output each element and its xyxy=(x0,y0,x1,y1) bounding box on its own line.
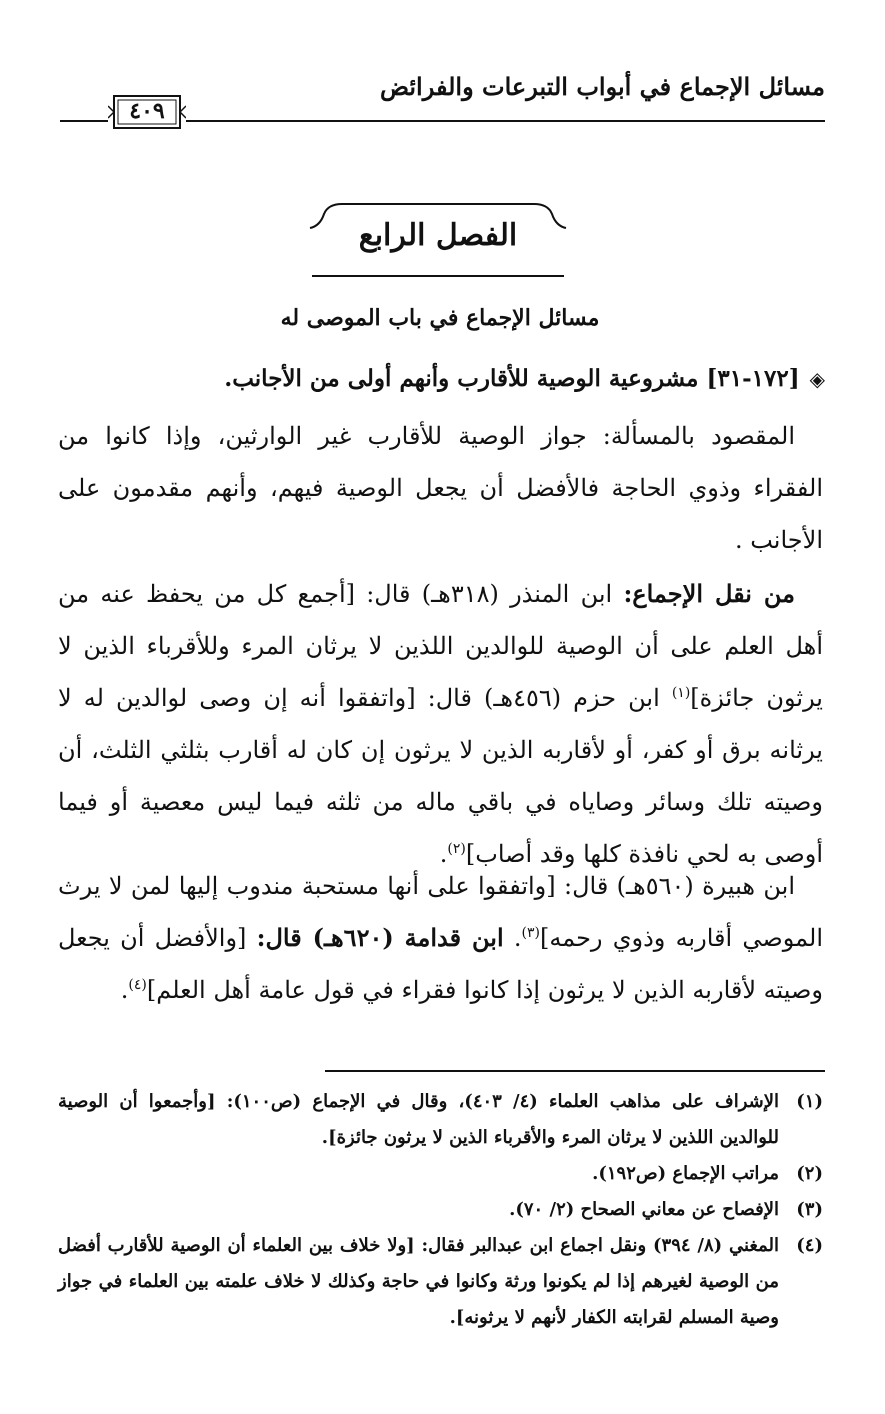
footnote-number: (٢) xyxy=(796,1163,823,1184)
quote-ibn-hubayra: ابن هبيرة (٥٦٠هـ) قال: [واتفقوا على أنها مستحبة مندوب إليها لمن لا يرث الموصي أقاربه وذوي رحمه] xyxy=(58,872,823,952)
footnote-item xyxy=(58,1156,823,1192)
sentence-separator: . xyxy=(503,924,522,952)
page-number: ٤٠٩ xyxy=(129,98,165,124)
footnote-text: مراتب الإجماع (ص١٩٢). xyxy=(592,1163,779,1184)
issue-title: مشروعية الوصية للأقارب وأنهم أولى من الأجانب. xyxy=(224,365,699,392)
paragraph-consensus-transmission xyxy=(58,568,823,880)
footnote-number: (١) xyxy=(796,1091,823,1112)
footnote-ref-1: (١) xyxy=(671,685,691,701)
footnote-item xyxy=(58,1228,823,1336)
chapter-title: الفصل الرابع xyxy=(358,218,518,253)
paragraph-hubayra-qudama xyxy=(58,860,823,1016)
quote-ibn-almundhir: ابن المنذر (٣١٨هـ) قال: [أجمع كل من يحفظ عنه من أهل العلم على أن الوصية للوالدين اللذين لا يرثان المرء وللأقرباء الذين لا يرثون جائزة] xyxy=(58,580,823,712)
footnote-number: (٣) xyxy=(796,1199,823,1220)
footnote-item xyxy=(58,1084,823,1156)
issue-number: [١٧٢-٣١] xyxy=(706,365,800,392)
paragraph-end-mark: . xyxy=(439,840,448,868)
scholar-name-ibn-qudama: ابن قدامة (٦٢٠هـ) قال: xyxy=(256,923,504,952)
quote-ibn-hazm: ابن حزم (٤٥٦هـ) قال: [واتفقوا أنه إن وصى لوالدين له لا يرثانه برق أو كفر، أو لأقاربه الذين لا يرثون إن كان له أقارب بثلثي الثلث، أن وصيته تلك وسائر وصاياه في باقي ماله من ثلثه فيما ليس معصية أو فيما أوصى به لحي نافذة كلها وقد أصاب] xyxy=(58,684,823,868)
footnote-ref-4: (٤) xyxy=(128,977,147,993)
consensus-label: من نقل الإجماع: xyxy=(623,579,796,608)
paragraph-end-mark: . xyxy=(120,976,129,1004)
footnote-ref-3: (٣) xyxy=(521,925,540,941)
footnotes xyxy=(58,1084,823,1336)
footnote-text: المغني (٨/ ٣٩٤) ونقل اجماع ابن عبدالبر فقال: [ولا خلاف بين العلماء أن الوصية للأقارب أفضل من الوصية لغيرهم إذا لم يكونوا ورثة وكانوا في حاجة وكذلك لا خلاف علمته بين العلماء في جواز وصية المسلم لقرابته الكفار لأنهم لا يرثونه]. xyxy=(58,1235,780,1328)
footnote-rule xyxy=(325,1070,825,1072)
footnote-text: الإشراف على مذاهب العلماء (٤/ ٤٠٣)، وقال في الإجماع (ص١٠٠): [وأجمعوا أن الوصية للوالدين اللذين لا يرثان المرء والأقرباء الذين لا يرثون جائزة]. xyxy=(58,1091,779,1148)
running-header-title: مسائل الإجماع في أبواب التبرعات والفرائض xyxy=(379,72,825,101)
quote-ibn-qudama: [والأفضل أن يجعل وصيته لأقاربه الذين لا يرثون إذا كانوا فقراء في قول عامة أهل العلم] xyxy=(58,924,823,1004)
footnote-number: (٤) xyxy=(796,1235,823,1256)
footnote-item xyxy=(58,1192,823,1228)
footnote-text: الإفصاح عن معاني الصحاح (٢/ ٧٠). xyxy=(509,1199,779,1220)
footnote-ref-2: (٢) xyxy=(447,841,466,857)
diamond-icon: ◈ xyxy=(809,367,825,391)
issue-heading xyxy=(60,365,825,392)
page-number-frame xyxy=(108,92,186,132)
paragraph-definition: المقصود بالمسألة: جواز الوصية للأقارب غير الوارثين، وإذا كانوا من الفقراء وذوي الحاجة فالأفضل أن يجعل الوصية فيهم، وأنهم مقدمون على الأجانب . xyxy=(58,422,823,554)
section-subtitle: مسائل الإجماع في باب الموصى له xyxy=(280,305,600,331)
